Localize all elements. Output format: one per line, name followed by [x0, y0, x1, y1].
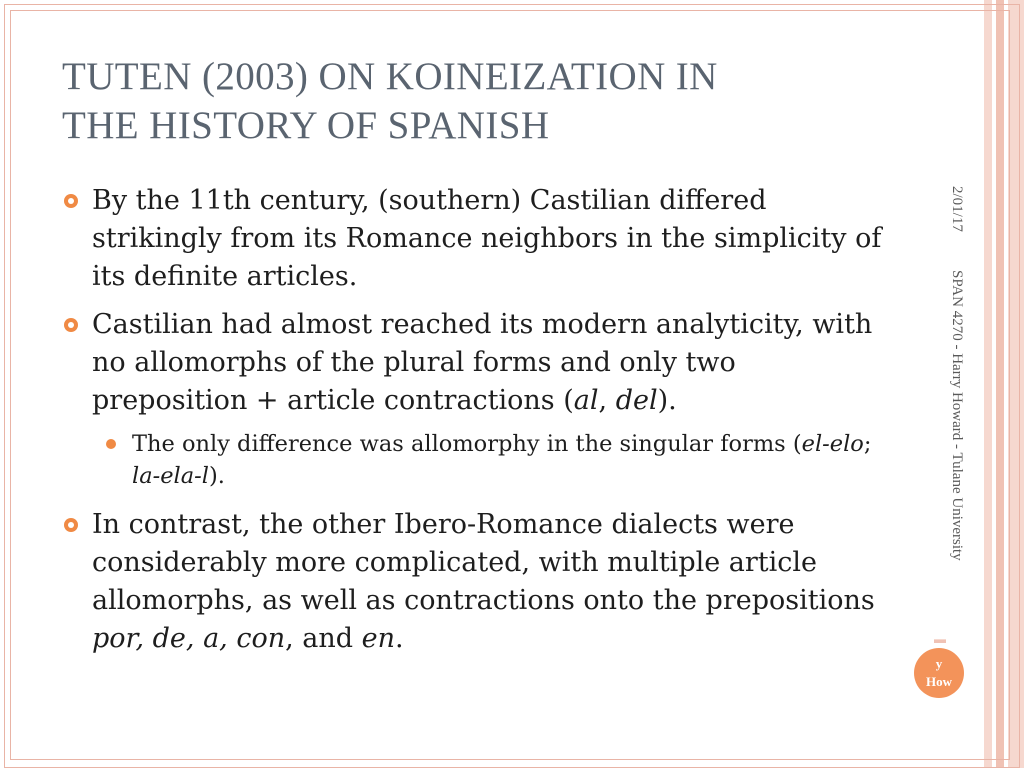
bullet-marker-icon: [64, 194, 78, 208]
bullet-marker-icon: [64, 518, 78, 532]
text-run: Castilian had almost reached its modern analyticity, with no allomorphs of the plural forms and only two preposition + article contractions (: [92, 309, 873, 416]
italic-term: en: [361, 623, 396, 654]
text-run: ;: [863, 431, 872, 457]
text-run: ,: [598, 385, 616, 416]
bullet-item: [64, 182, 894, 296]
italic-term: por, de, a, con: [92, 623, 286, 654]
slide-title-line-2: THE HISTORY OF SPANISH: [62, 104, 550, 147]
text-run: .: [395, 623, 404, 654]
text-run: , and: [285, 623, 362, 654]
text-run: ).: [657, 385, 677, 416]
slide-title: [62, 52, 922, 150]
badge-line-1: y: [935, 656, 943, 671]
slide-body: [64, 182, 894, 668]
slide-number-badge: [914, 648, 964, 698]
text-run: In contrast, the other Ibero-Romance dialects were considerably more complicated, with multiple article allomorphs, as well as contractions onto the prepositions: [92, 509, 875, 616]
italic-term: del: [615, 385, 658, 416]
text-run: The only difference was allomorphy in the singular forms (: [132, 431, 802, 457]
bullet-text: [92, 509, 875, 654]
sub-bullet-item: [106, 428, 894, 492]
text-run: By the 11th century, (southern) Castilian differed strikingly from its Romance neighbors in the simplicity of its definite articles.: [92, 185, 882, 292]
text-run: ).: [208, 463, 225, 489]
slide-footer: SPAN 4270 - Harry Howard - Tulane University: [949, 270, 965, 561]
slide-date: 2/01/17: [949, 186, 965, 232]
sub-bullet-marker-icon: [106, 439, 116, 449]
bullet-item: [64, 506, 894, 658]
sub-bullet-text: [132, 431, 871, 489]
bullet-text: [92, 185, 881, 292]
italic-term: el-elo: [801, 431, 864, 457]
bullet-item: [64, 306, 894, 420]
italic-term: al: [573, 385, 599, 416]
italic-term: la-ela-l: [132, 463, 209, 489]
badge-line-2: How: [926, 674, 952, 689]
badge-fragment: ▬: [934, 632, 946, 646]
bullet-text: [92, 309, 872, 416]
bullet-marker-icon: [64, 318, 78, 332]
slide-title-line-1: TUTEN (2003) ON KOINEIZATION IN: [62, 55, 718, 98]
